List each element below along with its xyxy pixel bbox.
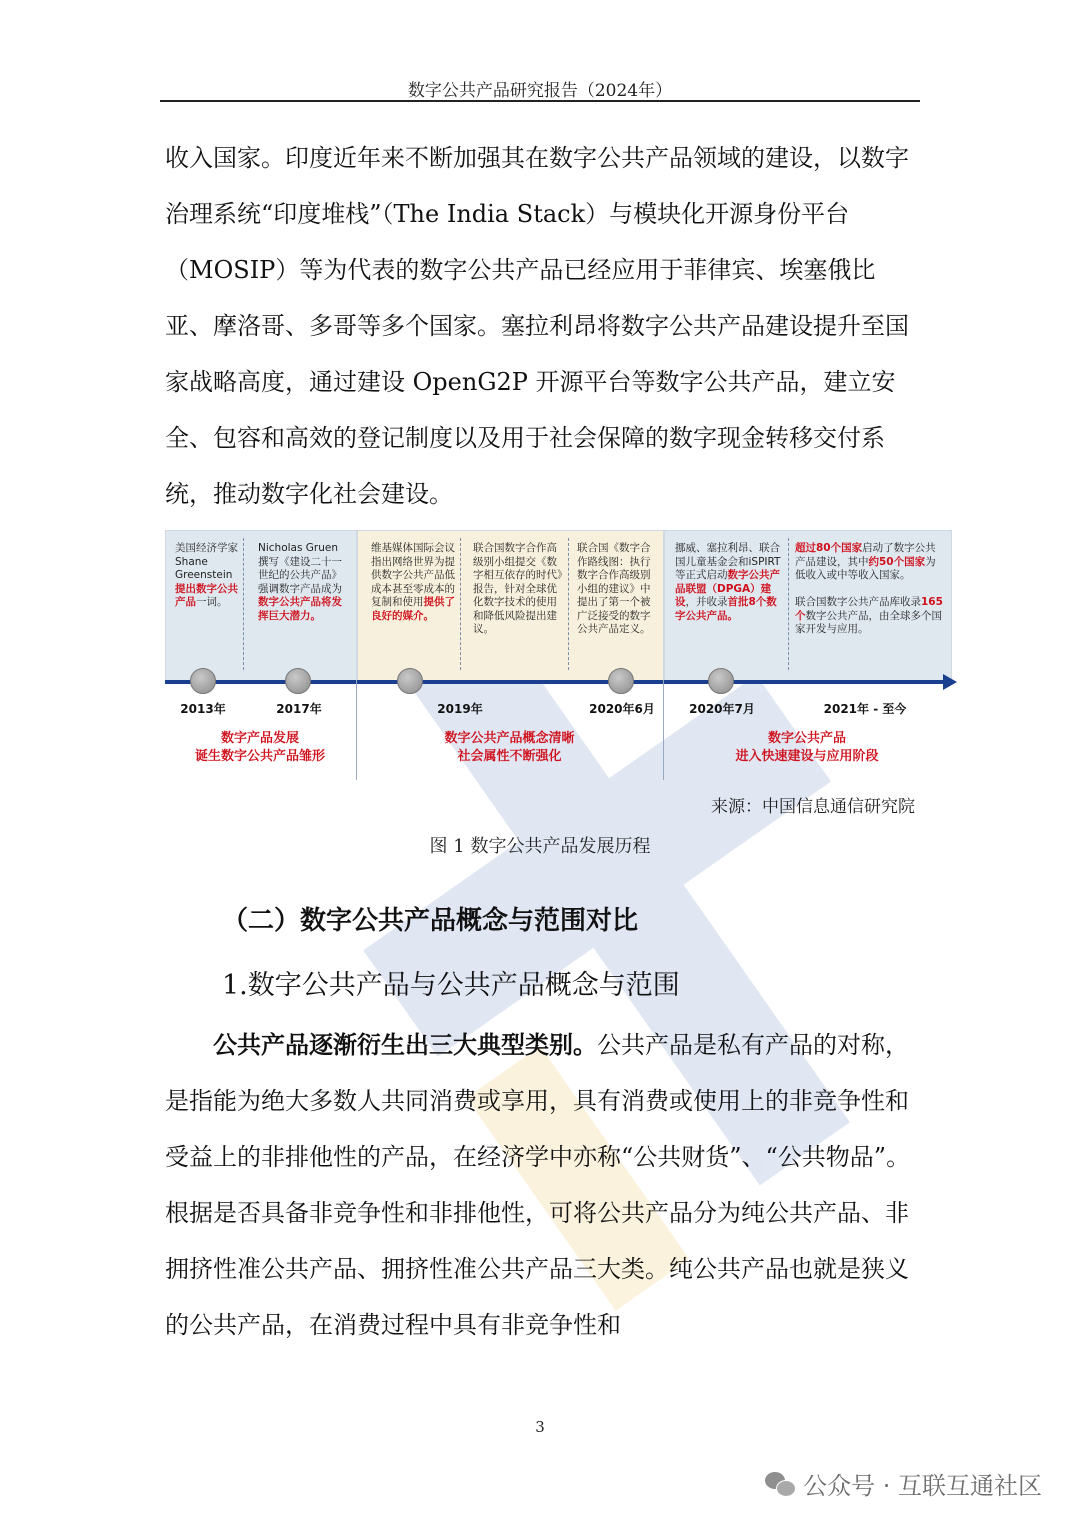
credit-text: 公众号 · 互联互通社区	[803, 1472, 1042, 1500]
page-number: 3	[535, 1418, 545, 1436]
timeline-dot	[285, 668, 311, 694]
wechat-credit	[765, 1466, 1042, 1501]
timeline-phase-2: 数字公共产品概念清晰 社会属性不断强化	[444, 731, 575, 764]
timeline-axis	[165, 680, 945, 684]
timeline-year: 2020年6月	[589, 702, 655, 716]
body-paragraph-1: 收入国家。印度近年来不断加强其在数字公共产品领域的建设，以数字治理系统“印度堆栈”（The India Stack）与模块化开源身份平台（MOSIP）等为代表的数字公共产品已经应用于菲律宾、埃塞俄比亚、摩洛哥、多哥等多个国家。塞拉利昂将数字公共产品建设提升至国家战略高度，通过建设 OpenG2P 开源平台等数字公共产品，建立安全、包容和高效的登记制度以及用于社会保障的数字现金转移交付系统，推动数字化社会建设。	[165, 144, 909, 508]
timeline-year: 2017年	[276, 702, 322, 716]
timeline-figure	[165, 530, 955, 780]
figure-source: 来源：中国信息通信研究院	[711, 797, 915, 817]
timeline-event-2013: 美国经济学家Shane Greenstein提出数字公共产品一词。	[175, 542, 238, 608]
timeline-event-2020-07: 挪威、塞拉利昂、联合国儿童基金会和iSPIRT等正式启动数字公共产品联盟（DPGA）建设，并收录首批8个数字公共产品。	[675, 542, 781, 622]
section-heading: （二）数字公共产品概念与范围对比	[222, 906, 639, 936]
header-title: 数字公共产品研究报告（2024年）	[407, 81, 673, 101]
timeline-event-2020-06: 联合国《数字合作路线图：执行数字合作高级别小组的建议》中提出了第一个被广泛接受的数字公共产品定义。	[577, 542, 651, 635]
timeline-event-2021: 超过80个国家启动了数字公共产品建设，其中约50个国家为低收入或中等收入国家。 联合国数字公共产品库收录165个数字公共产品，由全球多个国家开发与应用。	[795, 542, 943, 635]
timeline-year: 2021年 - 至今	[823, 702, 907, 716]
timeline-phase-1: 数字产品发展 诞生数字公共产品雏形	[194, 731, 325, 764]
header-rule	[160, 100, 920, 102]
timeline-year: 2020年7月	[689, 702, 755, 716]
timeline-dot	[190, 668, 216, 694]
paragraph-lead: 公共产品逐渐衍生出三大典型类别。	[213, 1031, 597, 1059]
timeline-event-2019-b: 联合国数字合作高级别小组提交《数字相互依存的时代》报告，针对全球优化数字技术的使用和降低风险提出建议。	[473, 542, 563, 635]
figure-caption: 图 1 数字公共产品发展历程	[429, 836, 651, 857]
timeline-year: 2013年	[180, 702, 226, 716]
timeline-year: 2019年	[437, 702, 483, 716]
timeline-dot	[608, 668, 634, 694]
timeline-dot	[708, 668, 734, 694]
paragraph-body: 公共产品是私有产品的对称，是指能为绝大多数人共同消费或享用，具有消费或使用上的非竞争性和受益上的非排他性的产品，在经济学中亦称“公共财货”、“公共物品”。根据是否具备非竞争性和非排他性，可将公共产品分为纯公共产品、非拥挤性准公共产品、拥挤性准公共产品三大类。纯公共产品也就是狭义的公共产品，在消费过程中具有非竞争性和	[165, 1031, 911, 1339]
timeline-event-2017: Nicholas Gruen撰写《建设二十一世纪的公共产品》强调数字产品成为数字公共产品将发挥巨大潜力。	[258, 542, 342, 622]
sub-heading: 1.数字公共产品与公共产品概念与范围	[222, 970, 680, 1001]
body-paragraph-2	[165, 1017, 920, 1353]
timeline-dot	[397, 668, 423, 694]
timeline-arrow-icon	[943, 674, 957, 690]
timeline-phase-3: 数字公共产品 进入快速建设与应用阶段	[735, 731, 879, 764]
timeline-event-2019-a: 维基媒体国际会议指出网络世界为提供数字公共产品低成本甚至零成本的复制和使用提供了良好的媒介。	[371, 542, 455, 622]
wechat-icon	[765, 1472, 795, 1496]
